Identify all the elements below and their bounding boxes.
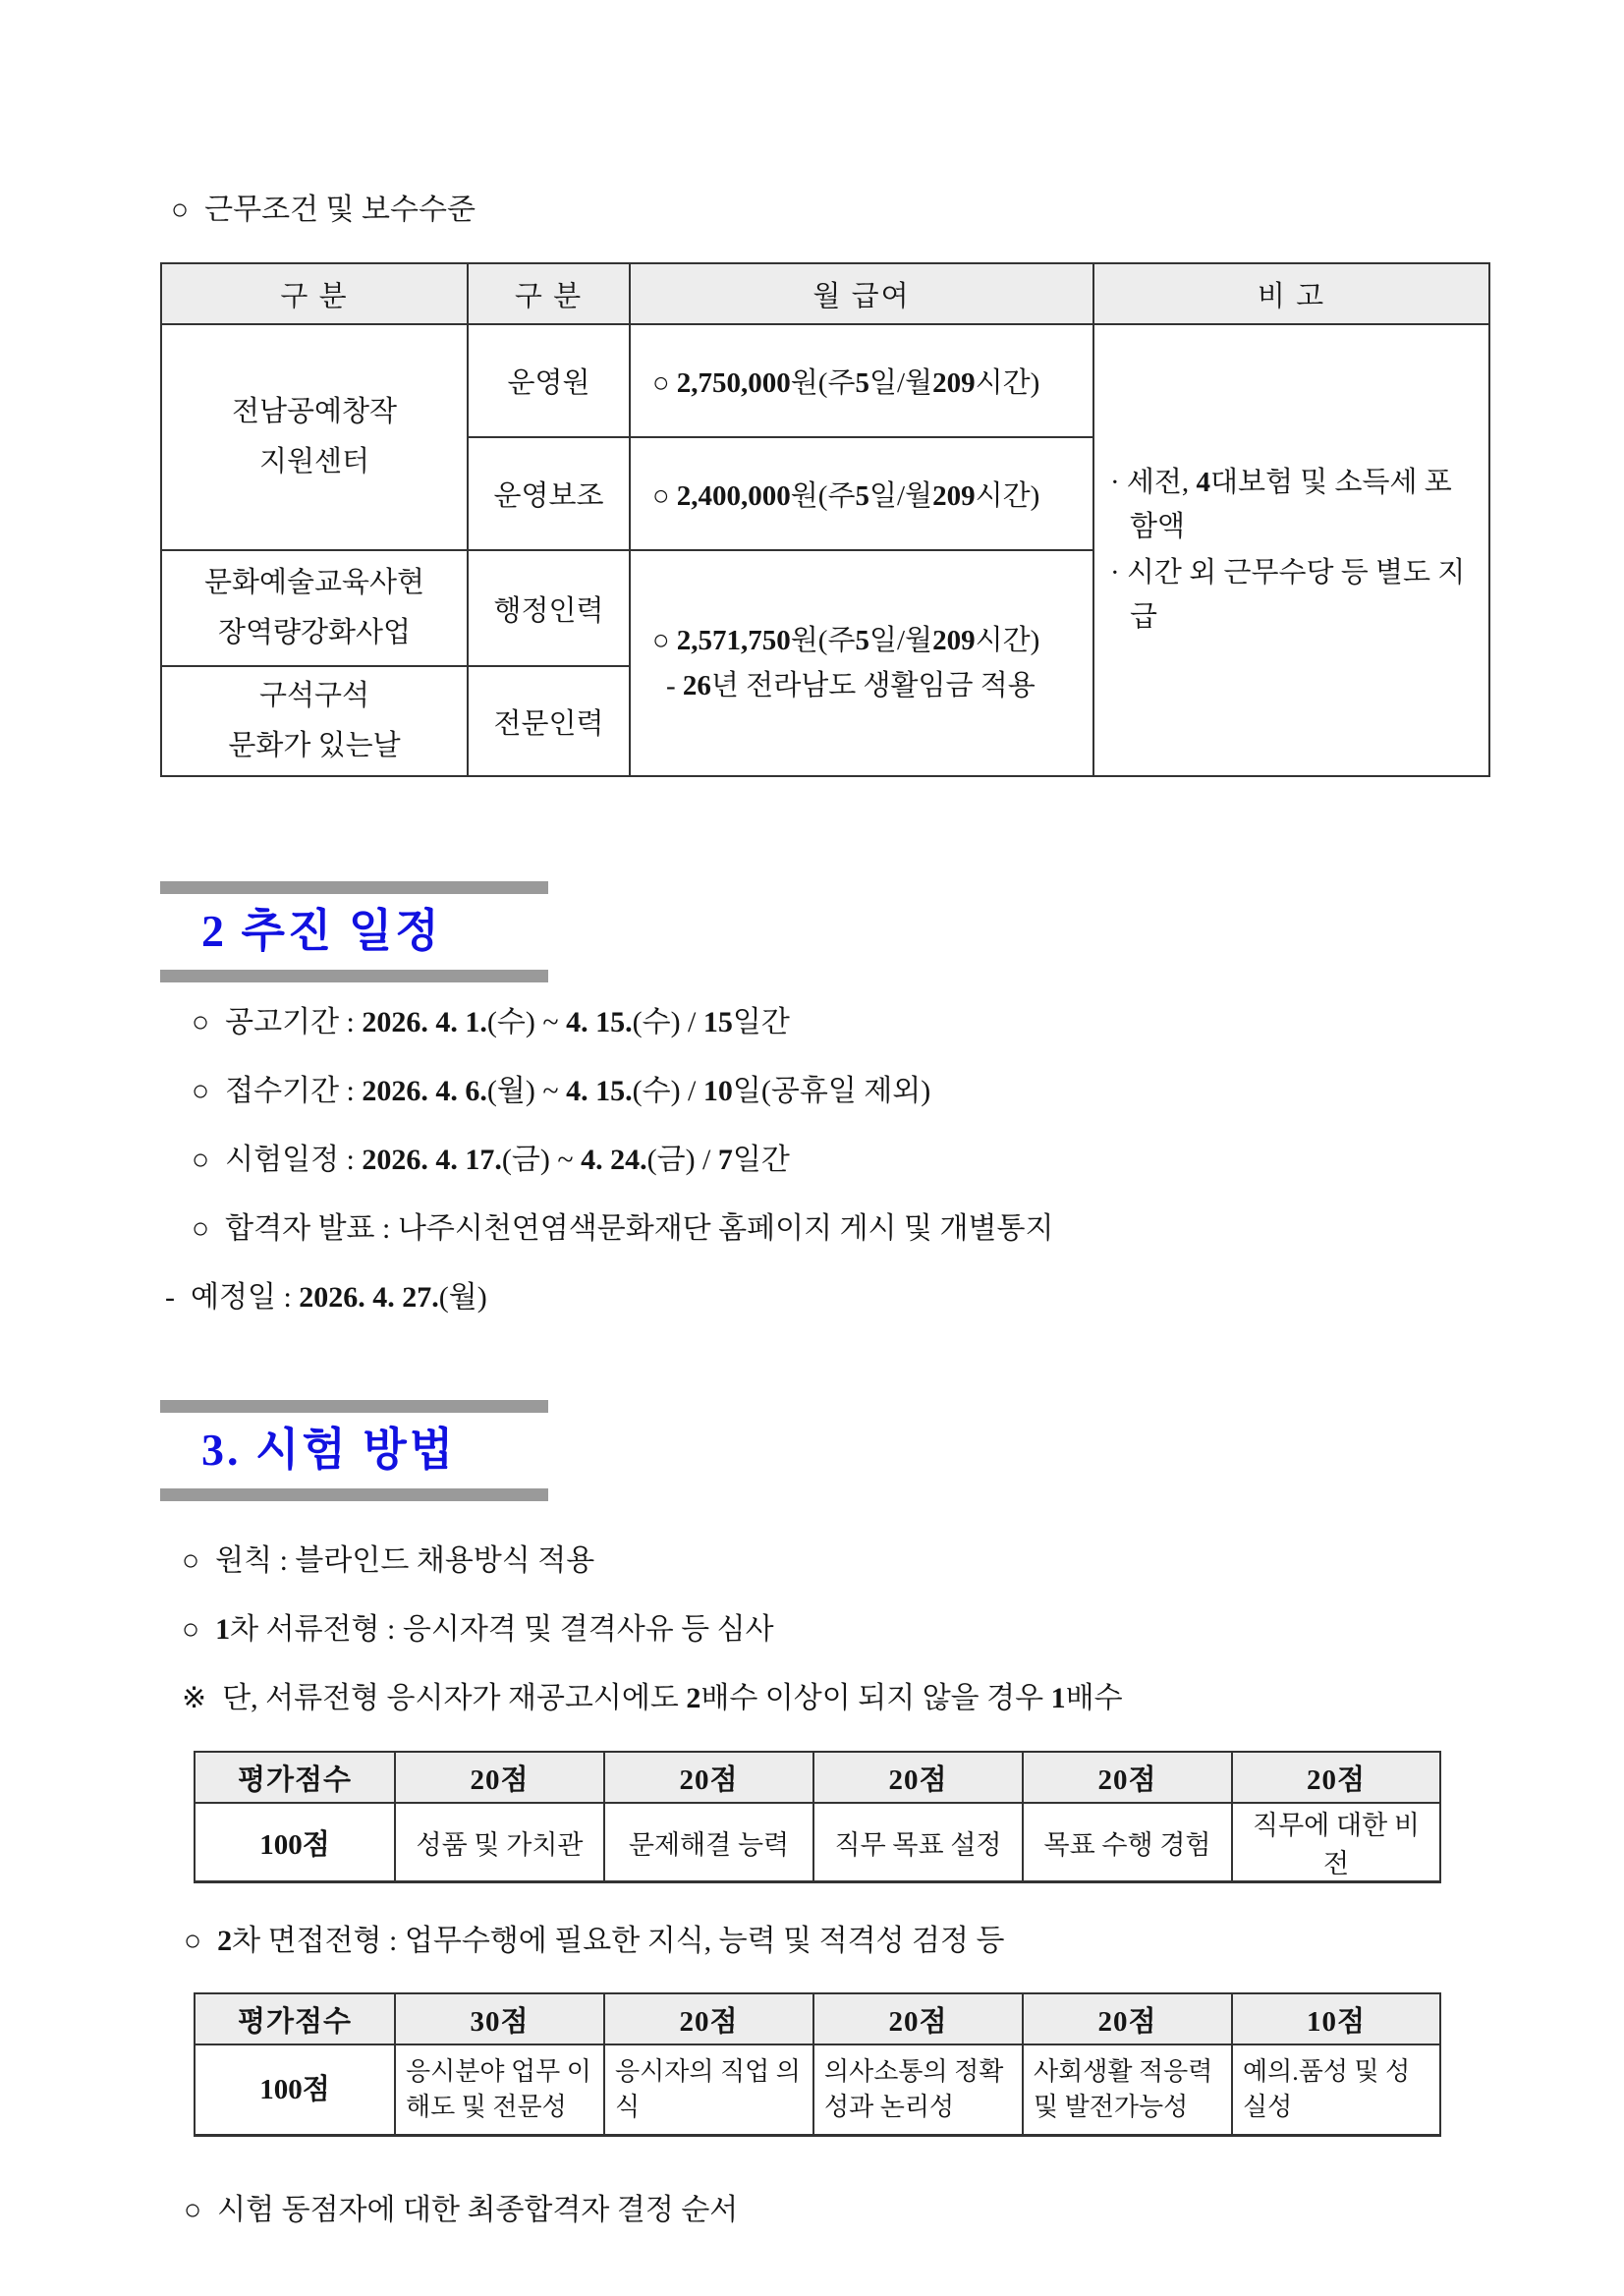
evaluation-table-interview [194, 1992, 1441, 2137]
group-cell-line: 문화가 있는날 [228, 730, 401, 761]
circle-bullet-marker: ○ [192, 1006, 210, 1038]
table-row [161, 324, 1489, 437]
dash-bullet-marker: - [165, 1281, 175, 1314]
schedule-value: 2026. 4. 17.(금) ~ 4. 24.(금) / 7일간 [362, 1144, 790, 1176]
circle-bullet-marker: ○ [182, 1544, 200, 1577]
salary-col-header-subgroup: 구 분 [468, 263, 630, 324]
header-bar-bottom [160, 970, 548, 982]
exam-second-round-bullet [184, 1925, 1506, 1958]
remarks-item: · 세전, 4대보험 및 소득세 포함액 [1110, 467, 1452, 543]
remarks-cell [1093, 324, 1489, 776]
eval-criterion: 문제해결 능력 [604, 1803, 813, 1882]
section-3-header [160, 1400, 548, 1501]
schedule-label: 시험일정 : [225, 1144, 363, 1176]
eval-header-points: 20점 [813, 1993, 1023, 2044]
eval-criterion: 응시자의 직업 의식 [604, 2044, 813, 2136]
exam-bullet-text: 원칙 : 블라인드 채용방식 적용 [215, 1544, 595, 1577]
circle-bullet-marker: ○ [184, 2194, 202, 2226]
salary-table-header-row [161, 263, 1489, 324]
eval-header-points: 20점 [1023, 1993, 1232, 2044]
section-3-title: 3. 시험 방법 [201, 1425, 457, 1475]
evaluation-table-document-screening [194, 1751, 1441, 1883]
salary-col-header-remarks: 비 고 [1093, 263, 1489, 324]
schedule-item-expected-date [165, 1281, 1506, 1315]
eval-header-points: 20점 [604, 1993, 813, 2044]
circle-bullet-marker: ○ [192, 1144, 210, 1176]
eval-header-points: 20점 [604, 1752, 813, 1803]
schedule-label: 공고기간 : [225, 1006, 363, 1038]
schedule-item-exam-period [192, 1144, 1506, 1177]
eval-criterion: 예의.품성 및 성실성 [1232, 2044, 1440, 2136]
eval-header-points: 20점 [1232, 1752, 1440, 1803]
role-cell: 행정인력 [468, 550, 630, 666]
salary-col-header-group: 구 분 [161, 263, 468, 324]
pay-line: - 26년 전라남도 생활임금 적용 [666, 670, 1036, 701]
circle-bullet-marker: ○ [182, 1613, 200, 1646]
schedule-label: 예정일 : [191, 1281, 300, 1314]
eval-total-score: 100점 [195, 2044, 395, 2136]
schedule-item-notice-period [192, 1006, 1506, 1039]
pay-cell: ○ 2,750,000원(주5일/월209시간) [630, 324, 1093, 437]
schedule-label: 접수기간 : [225, 1075, 363, 1107]
schedule-value: 나주시천연염색문화재단 홈페이지 게시 및 개별통지 [397, 1212, 1054, 1245]
circle-bullet-marker: ○ [171, 194, 190, 226]
exam-bullet-text: 1차 서류전형 : 응시자격 및 결격사유 등 심사 [215, 1613, 774, 1646]
exam-method-list [157, 1544, 1506, 1715]
table-header-row [195, 1752, 1440, 1803]
group-cell-line: 전남공예창작 [231, 396, 398, 428]
group-cell-culture-education [161, 550, 468, 666]
table-row [195, 1803, 1440, 1882]
table-header-row [195, 1993, 1440, 2044]
pay-cell: ○ 2,400,000원(주5일/월209시간) [630, 437, 1093, 550]
role-cell: 운영보조 [468, 437, 630, 550]
eval-criterion: 사회생활 적응력 및 발전가능성 [1023, 2044, 1232, 2136]
group-cell-culture-day [161, 666, 468, 776]
group-cell-line: 문화예술교육사현 [203, 567, 425, 599]
schedule-item-announcement [192, 1212, 1506, 1246]
header-bar-top [160, 1400, 548, 1413]
exam-note-bullet [182, 1682, 1506, 1715]
section-2-header [160, 881, 548, 982]
eval-criterion: 응시분야 업무 이해도 및 전문성 [395, 2044, 604, 2136]
eval-total-score: 100점 [195, 1803, 395, 1882]
pay-cell-merged [630, 550, 1093, 776]
schedule-value: 2026. 4. 27.(월) [299, 1281, 487, 1314]
eval-header-score: 평가점수 [195, 1993, 395, 2044]
exam-bullet-text: 단, 서류전형 응시자가 재공고시에도 2배수 이상이 되지 않을 경우 1배수 [222, 1682, 1123, 1714]
working-conditions-label: 근무조건 및 보수수준 [204, 194, 476, 226]
eval-header-score: 평가점수 [195, 1752, 395, 1803]
schedule-item-application-period [192, 1075, 1506, 1108]
working-conditions-bullet [171, 194, 1506, 227]
eval-header-points: 10점 [1232, 1993, 1440, 2044]
eval-header-points: 20점 [395, 1752, 604, 1803]
exam-bullet-text: 시험 동점자에 대한 최종합격자 결정 순서 [217, 2194, 739, 2226]
remarks-item: · 시간 외 근무수당 등 별도 지급 [1110, 557, 1466, 633]
role-cell: 전문인력 [468, 666, 630, 776]
exam-first-round-bullet [182, 1613, 1506, 1647]
schedule-value: 2026. 4. 6.(월) ~ 4. 15.(수) / 10일(공휴일 제외) [362, 1075, 931, 1107]
table-row [195, 2044, 1440, 2136]
circle-bullet-marker: ○ [192, 1075, 210, 1107]
role-cell: 운영원 [468, 324, 630, 437]
salary-col-header-monthly-pay: 월 급여 [630, 263, 1093, 324]
eval-criterion: 성품 및 가치관 [395, 1803, 604, 1882]
header-bar-bottom [160, 1488, 548, 1501]
eval-header-points: 30점 [395, 1993, 604, 2044]
schedule-label: 합격자 발표 : [225, 1212, 398, 1245]
group-cell-craft-center [161, 324, 468, 550]
salary-table [160, 262, 1490, 777]
eval-criterion: 목표 수행 경험 [1023, 1803, 1232, 1882]
group-cell-line: 구석구석 [258, 680, 370, 712]
schedule-list [157, 1006, 1506, 1315]
schedule-value: 2026. 4. 1.(수) ~ 4. 15.(수) / 15일간 [362, 1006, 790, 1038]
exam-principle-bullet [182, 1544, 1506, 1578]
group-cell-line: 장역량강화사업 [217, 617, 412, 648]
header-bar-top [160, 881, 548, 894]
reference-mark: ※ [182, 1682, 207, 1714]
circle-bullet-marker: ○ [192, 1212, 210, 1245]
section-2-title: 2 추진 일정 [201, 906, 442, 956]
eval-header-points: 20점 [1023, 1752, 1232, 1803]
tiebreak-bullet [184, 2194, 1506, 2227]
eval-header-points: 20점 [813, 1752, 1023, 1803]
eval-criterion: 의사소통의 정확성과 논리성 [813, 2044, 1023, 2136]
pay-line: ○ 2,571,750원(주5일/월209시간) [652, 624, 1040, 656]
eval-criterion: 직무 목표 설정 [813, 1803, 1023, 1882]
eval-criterion: 직무에 대한 비전 [1232, 1803, 1440, 1882]
exam-bullet-text: 2차 면접전형 : 업무수행에 필요한 지식, 능력 및 적격성 검정 등 [217, 1925, 1005, 1957]
circle-bullet-marker: ○ [184, 1925, 202, 1957]
group-cell-line: 지원센터 [258, 446, 370, 477]
